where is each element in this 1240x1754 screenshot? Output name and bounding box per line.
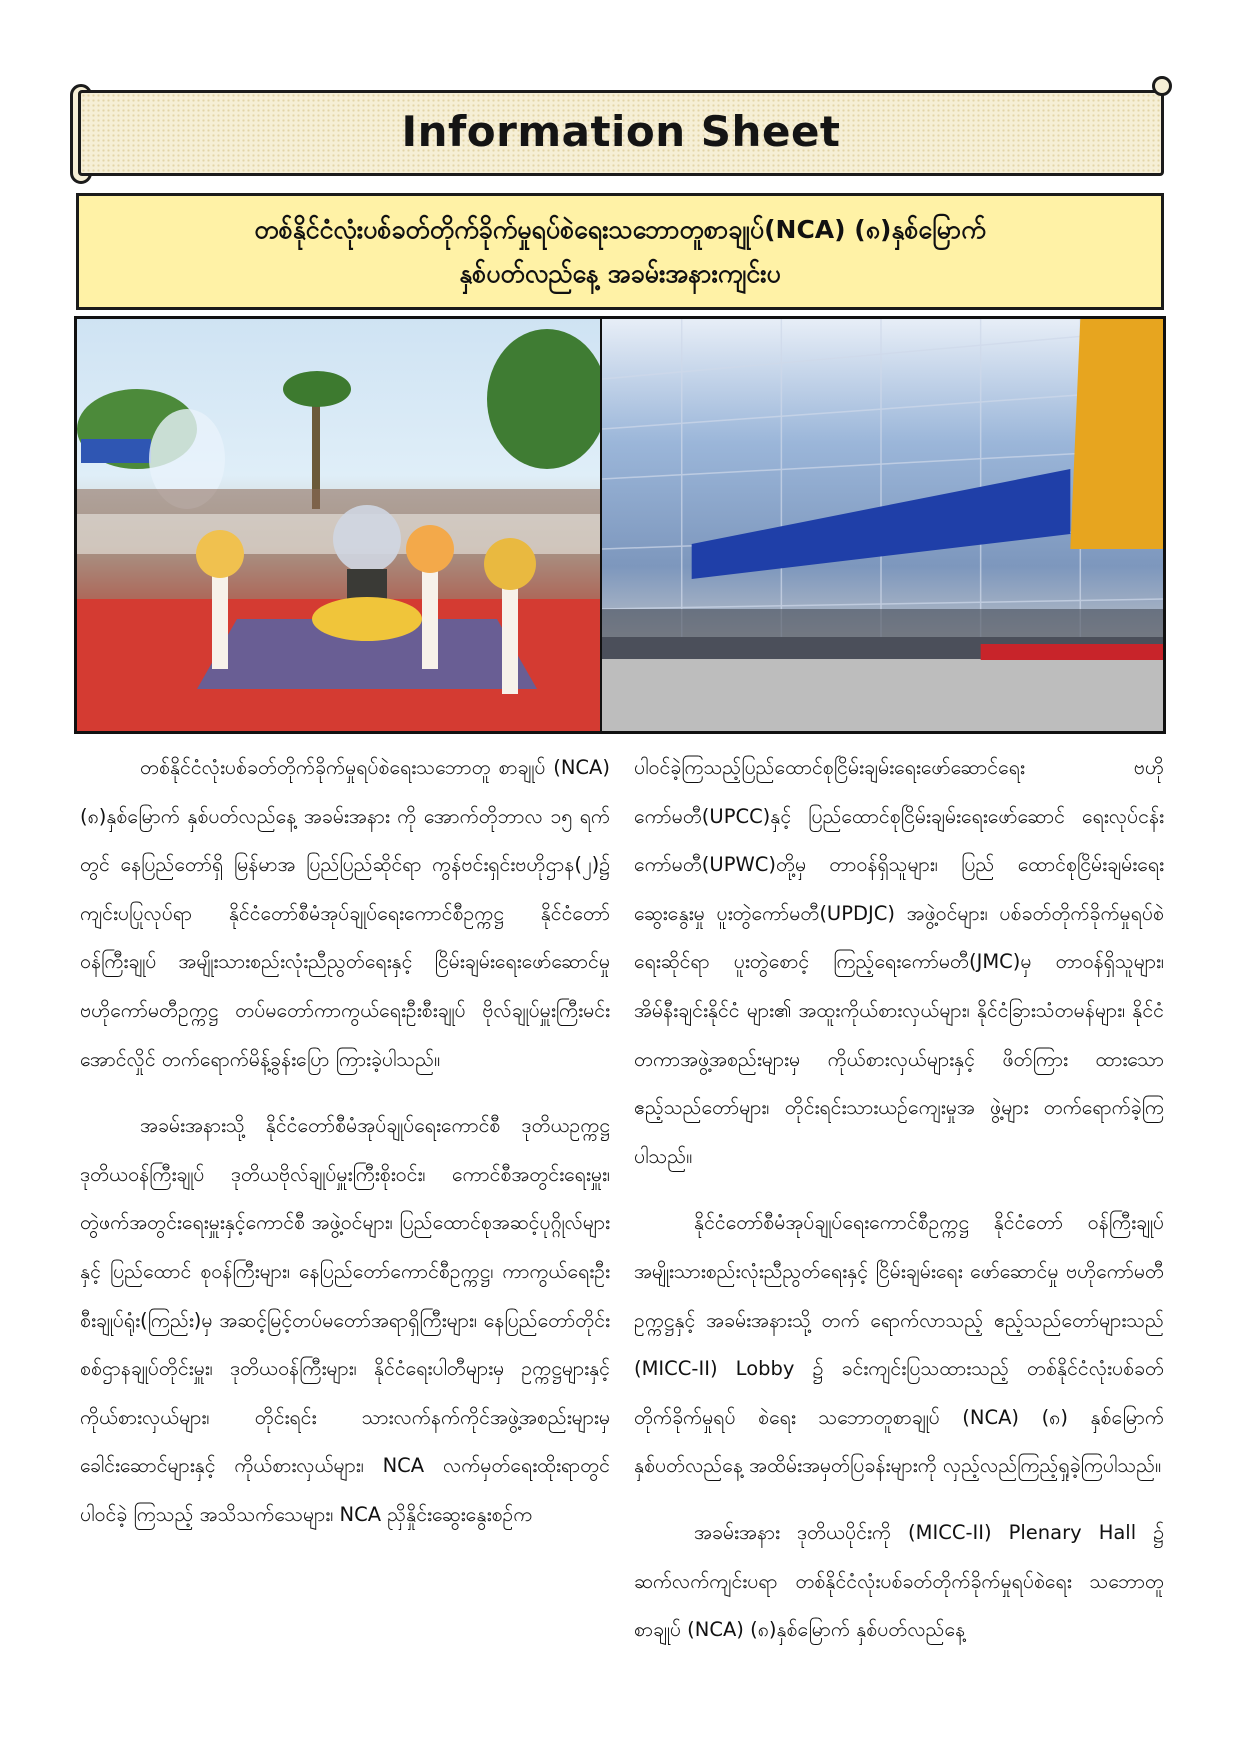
body-column-left	[80, 744, 610, 1558]
ceremony-photo-illustration	[77, 319, 600, 731]
paragraph: ပါဝင်ခဲ့ကြသည့်ပြည်ထောင်စုငြိမ်းချမ်းရေးဖော်ဆောင်ရေး ဗဟို ကော်မတီ(UPCC)နှင့် ပြည်ထောင်စုငြိမ်းချမ်းရေးဖော်ဆောင် ရေးလုပ်ငန်းကော်မတီ(UPWC)တို့မှ တာဝန်ရှိသူများ၊ ပြည် ထောင်စုငြိမ်းချမ်းရေးဆွေးနွေးမှု ပူးတွဲကော်မတီ(UPDJC) အဖွဲ့ဝင်များ၊ ပစ်ခတ်တိုက်ခိုက်မှုရပ်စဲရေးဆိုင်ရာ ပူးတွဲစောင့် ကြည့်ရေးကော်မတီ(JMC)မှ တာဝန်ရှိသူများ၊ အိမ်နီးချင်းနိုင်ငံ များ၏ အထူးကိုယ်စားလှယ်များ၊ နိုင်ငံခြားသံတမန်များ၊ နိုင်ငံ တကာအဖွဲ့အစည်းများမှ ကိုယ်စားလှယ်များနှင့် ဖိတ်ကြား ထားသော ဧည့်သည်တော်များ၊ တိုင်းရင်းသားယဉ်ကျေးမှုအ ဖွဲ့များ တက်ရောက်ခဲ့ကြပါသည်။	[634, 756, 1164, 1168]
subtitle-line-2: နှစ်ပတ်လည်နေ့ အခမ်းအနားကျင်းပ	[459, 258, 781, 288]
page-title: Information Sheet	[401, 107, 841, 156]
banner-curl-right	[1152, 76, 1172, 96]
venue-photo-illustration	[602, 319, 1163, 731]
paragraph: တစ်နိုင်ငံလုံးပစ်ခတ်တိုက်ခိုက်မှုရပ်စဲရေးသဘောတူ စာချုပ် (NCA) (၈)နှစ်မြောက် နှစ်ပတ်လည်နေ့ အခမ်းအနား ကို အောက်တိုဘာလ ၁၅ ရက်တွင် နေပြည်တော်ရှိ မြန်မာအ ပြည်ပြည်ဆိုင်ရာ ကွန်ဗင်းရှင်းဗဟိုဌာန(၂)၌ ကျင်းပပြုလုပ်ရာ နိုင်ငံတော်စီမံအုပ်ချုပ်ရေးကောင်စီဥက္ကဋ္ဌ နိုင်ငံတော်ဝန်ကြီးချုပ် အမျိုးသားစည်းလုံးညီညွတ်ရေးနှင့် ငြိမ်းချမ်းရေးဖော်ဆောင်မှု ဗဟိုကော်မတီဥက္ကဋ္ဌ တပ်မတော်ကာကွယ်ရေးဦးစီးချုပ် ဗိုလ်ချုပ်မှူးကြီးမင်းအောင်လှိုင် တက်ရောက်မိန့်ခွန်းပြော ကြားခဲ့ပါသည်။	[80, 756, 610, 1071]
venue-photo	[600, 319, 1163, 731]
photo-strip	[74, 316, 1166, 734]
paragraph: အခမ်းအနားသို့ နိုင်ငံတော်စီမံအုပ်ချုပ်ရေးကောင်စီ ဒုတိယဥက္ကဋ္ဌ ဒုတိယဝန်ကြီးချုပ် ဒုတိယဗိုလ်ချုပ်မှူးကြီးစိုးဝင်း၊ ကောင်စီအတွင်းရေးမှူး၊ တွဲဖက်အတွင်းရေးမှူးနှင့်ကောင်စီ အဖွဲ့ဝင်များ၊ ပြည်ထောင်စုအဆင့်ပုဂ္ဂိုလ်များနှင့် ပြည်ထောင် စုဝန်ကြီးများ၊ နေပြည်တော်ကောင်စီဥက္ကဋ္ဌ၊ ကာကွယ်ရေးဦး စီးချုပ်ရုံး(ကြည်း)မှ အဆင့်မြင့်တပ်မတော်အရာရှိကြီးများ၊ နေပြည်တော်တိုင်းစစ်ဌာနချုပ်တိုင်းမှူး၊ ဒုတိယဝန်ကြီးများ၊ နိုင်ငံရေးပါတီများမှ ဥက္ကဋ္ဌများနှင့် ကိုယ်စားလှယ်များ၊ တိုင်းရင်း သားလက်နက်ကိုင်အဖွဲ့အစည်းများမှ ခေါင်းဆောင်များနှင့် ကိုယ်စားလှယ်များ၊ NCA လက်မှတ်ရေးထိုးရာတွင် ပါဝင်ခဲ့ ကြသည့် အသိသက်သေများ၊ NCA ညှိနှိုင်းဆွေးနွေးစဉ်က	[80, 1114, 610, 1526]
paragraph: နိုင်ငံတော်စီမံအုပ်ချုပ်ရေးကောင်စီဥက္ကဋ္ဌ နိုင်ငံတော် ဝန်ကြီးချုပ် အမျိုးသားစည်းလုံးညီညွတ်ရေးနှင့် ငြိမ်းချမ်းရေး ဖော်ဆောင်မှု ဗဟိုကော်မတီဥက္ကဋ္ဌနှင့် အခမ်းအနားသို့ တက် ရောက်လာသည့် ဧည့်သည်တော်များသည် (MICC-II) Lobby ၌ ခင်းကျင်းပြသထားသည့် တစ်နိုင်ငံလုံးပစ်ခတ်တိုက်ခိုက်မှုရပ် စဲရေး သဘောတူစာချုပ် (NCA) (၈) နှစ်မြောက် နှစ်ပတ်လည်နေ့ အထိမ်းအမှတ်ပြခန်းများကို လှည့်လည်ကြည့်ရှုခဲ့ကြပါသည်။	[634, 1211, 1164, 1478]
subtitle-line-1: တစ်နိုင်ငံလုံးပစ်ခတ်တိုက်ခိုက်မှုရပ်စဲရေးသဘောတူစာချုပ်(NCA) (၈)နှစ်မြောက်	[254, 214, 986, 244]
paragraph: အခမ်းအနား ဒုတိယပိုင်းကို (MICC-II) Plenary Hall ၌ ဆက်လက်ကျင်းပရာ တစ်နိုင်ငံလုံးပစ်ခတ်တိုက်ခိုက်မှုရပ်စဲရေး သဘောတူစာချုပ် (NCA) (၈)နှစ်မြောက် နှစ်ပတ်လည်နေ့	[634, 1520, 1164, 1642]
body-column-right	[634, 744, 1164, 1673]
title-banner	[78, 90, 1164, 176]
subtitle-box	[76, 193, 1164, 310]
ceremony-photo	[77, 319, 600, 731]
